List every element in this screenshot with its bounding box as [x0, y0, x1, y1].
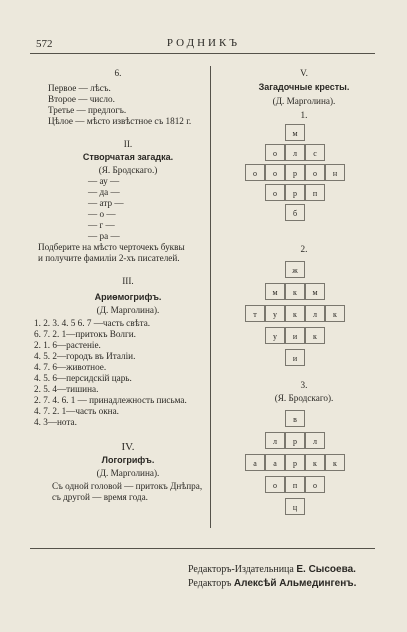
footer-editor-name: Алексѣй Альмедингенъ.: [233, 578, 357, 589]
footer-editor: [188, 578, 356, 589]
cross-cell: о: [305, 476, 325, 493]
cross-cell: а: [265, 454, 285, 471]
cross-cell: к: [285, 305, 305, 322]
cross-cell: н: [325, 164, 345, 181]
cross-cell: о: [245, 164, 265, 181]
section-4-lines: [52, 481, 208, 503]
section-3-lines: [34, 318, 208, 428]
cross-cell: м: [285, 124, 305, 141]
cross-cell: л: [265, 432, 285, 449]
cross-cell: у: [265, 305, 285, 322]
cross-cell: о: [305, 164, 325, 181]
puzzle-line: — ра —: [88, 231, 120, 241]
puzzle-line: — г —: [88, 220, 115, 230]
section-2-number: II.: [123, 139, 133, 149]
riddle-line: Третье — предлогъ.: [48, 105, 127, 115]
cross-cell: к: [305, 454, 325, 471]
section-2-title: Створчатая загадка.: [82, 152, 174, 162]
cross-cell: и: [285, 327, 305, 344]
riddle-line: Первое — лѣсъ.: [48, 83, 111, 93]
section-2-author: (Я. Бродскаго.): [98, 165, 158, 175]
cross-cell: р: [285, 454, 305, 471]
arithmogriph-line: 2. 7. 4. 6. 1 — принадлежность письма.: [34, 395, 187, 405]
column-divider: [210, 66, 211, 528]
section-4-title: Логогрифъ.: [101, 455, 155, 465]
section-5-title: Загадочные кресты.: [258, 82, 350, 92]
section-5-author: (Д. Марголина).: [272, 96, 336, 106]
cross-cell: и: [285, 349, 305, 366]
cross-cell: р: [285, 164, 305, 181]
section-3-author: (Д. Марголина).: [96, 305, 160, 315]
cross-cell: т: [245, 305, 265, 322]
cross-cell: у: [265, 327, 285, 344]
cross-cell: б: [285, 204, 305, 221]
cross-cell: о: [265, 184, 285, 201]
right-column-header: [214, 68, 394, 121]
footer-publisher: [188, 564, 356, 575]
puzzle-3-heading: [214, 380, 394, 404]
section-2-text: [38, 242, 208, 264]
cross-cell: о: [265, 476, 285, 493]
cross-cell: к: [325, 454, 345, 471]
cross-cell: м: [265, 283, 285, 300]
arithmogriph-line: 4. 7. 6—животное.: [34, 362, 107, 372]
riddle-line: Цѣлое — мѣсто извѣстное съ 1812 г.: [48, 116, 192, 126]
logogriph-line: съ другой — время года.: [52, 492, 148, 502]
puzzle-line: — да —: [88, 187, 120, 197]
cross-cell: к: [285, 283, 305, 300]
cross-cell: о: [265, 164, 285, 181]
section-3-number: III.: [122, 276, 134, 286]
arithmogriph-line: 4. 5. 2—городъ въ Италіи.: [34, 351, 136, 361]
footer-editor-label: Редакторъ: [188, 578, 232, 589]
cross-cell: в: [285, 410, 305, 427]
section-4-number: IV.: [121, 441, 135, 453]
arithmogriph-line: 2. 1. 6—растеніе.: [34, 340, 101, 350]
cross-cell: л: [305, 305, 325, 322]
cross-cell: к: [325, 305, 345, 322]
section-2-lines: [88, 176, 208, 242]
section-4-author: (Д. Марголина).: [96, 468, 160, 478]
cross-cell: о: [265, 144, 285, 161]
cross-cell: ц: [285, 498, 305, 515]
cross-cell: п: [285, 476, 305, 493]
riddle-line: Второе — число.: [48, 94, 115, 104]
puzzle-3-number: 3.: [300, 380, 308, 390]
footer-publisher-name: Е. Сысоева.: [296, 564, 356, 575]
puzzle-1-number: 1.: [300, 110, 308, 120]
cross-cell: р: [285, 184, 305, 201]
arithmogriph-line: 4. 3—нота.: [34, 417, 77, 427]
cross-cell: п: [305, 184, 325, 201]
cross-cell: л: [305, 432, 325, 449]
arithmogriph-line: 1. 2. 3. 4. 5 6. 7 —часть свѣта.: [34, 318, 151, 328]
section-6-number: 6.: [114, 68, 122, 78]
footer-rule: [30, 548, 375, 549]
cross-cell: с: [305, 144, 325, 161]
section-5-number: V.: [300, 68, 308, 78]
puzzle-3-author: (Я. Бродскаго).: [274, 393, 334, 403]
arithmogriph-line: 6. 7. 2. 1—притокъ Волги.: [34, 329, 136, 339]
logogriph-line: Съ одной головой — притокъ Днѣпра,: [52, 481, 203, 491]
cross-cell: а: [245, 454, 265, 471]
header-rule: [30, 53, 375, 54]
arithmogriph-line: 4. 7. 2. 1—часть окна.: [34, 406, 119, 416]
cross-cell: л: [285, 144, 305, 161]
instruction-line: Подберите на мѣсто черточекъ буквы: [38, 242, 185, 252]
puzzle-line: — атр —: [88, 198, 124, 208]
arithmogriph-line: 2. 5. 4—тишина.: [34, 384, 99, 394]
puzzle-line: — о —: [88, 209, 116, 219]
arithmogriph-line: 4. 5. 6—персидскій царь.: [34, 373, 132, 383]
page-number: 572: [36, 38, 53, 50]
section-3-title: Ариѳмогрифъ.: [94, 292, 162, 302]
left-column: [34, 68, 208, 503]
puzzle-line: — ау —: [88, 176, 120, 186]
instruction-line: и получите фамиліи 2-хъ писателей.: [38, 253, 180, 263]
cross-cell: м: [305, 283, 325, 300]
footer-publisher-label: Редакторъ-Издательница: [188, 564, 294, 575]
cross-cell: р: [285, 432, 305, 449]
section-6-lines: [48, 83, 208, 127]
puzzle-2-number: 2.: [300, 244, 308, 254]
cross-cell: к: [305, 327, 325, 344]
page-header-title: РОДНИКЪ: [166, 37, 241, 49]
cross-cell: ж: [285, 261, 305, 278]
